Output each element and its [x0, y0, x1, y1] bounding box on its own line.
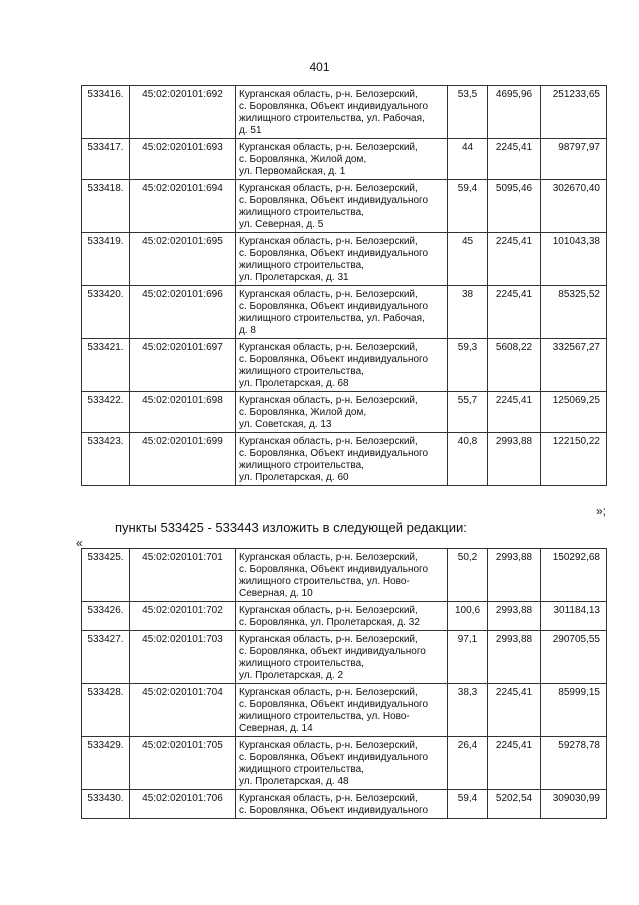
registry-table-1 — [81, 85, 607, 486]
address-cell — [236, 139, 448, 180]
cadastral-value-cell: 302670,40 — [541, 180, 607, 233]
address-line: ул. Первомайская, д. 1 — [239, 166, 346, 177]
address-line: с. Боровлянка, Объект индивидуального — [239, 448, 429, 459]
row-number-cell: 533426. — [82, 602, 130, 631]
table-row — [82, 339, 607, 392]
closing-quote: »; — [596, 504, 607, 518]
cadastral-value-cell: 85325,52 — [541, 286, 607, 339]
address-line: Курганская область, р-н. Белозерский, — [239, 605, 418, 616]
row-number-cell: 533425. — [82, 549, 130, 602]
address-line: Северная, д. 14 — [239, 723, 313, 734]
address-line: жилищного строительства, — [239, 460, 364, 471]
table-row — [82, 790, 607, 819]
rate-cell: 2245,41 — [488, 233, 541, 286]
rate-cell: 2245,41 — [488, 139, 541, 180]
cadastral-value-cell: 85999,15 — [541, 684, 607, 737]
page-number: 401 — [309, 60, 330, 74]
area-cell: 97,1 — [448, 631, 488, 684]
amendment-instruction: пункты 533425 - 533443 изложить в следующей редакции: — [115, 520, 467, 535]
row-number-cell: 533417. — [82, 139, 130, 180]
area-cell: 59,4 — [448, 180, 488, 233]
cadastral-value-cell: 332567,27 — [541, 339, 607, 392]
rate-cell: 2993,88 — [488, 631, 541, 684]
cadastral-number-cell: 45:02:020101:705 — [130, 737, 236, 790]
address-line: Северная, д. 10 — [239, 588, 313, 599]
table-row — [82, 86, 607, 139]
cadastral-number-cell: 45:02:020101:702 — [130, 602, 236, 631]
rate-cell: 2993,88 — [488, 602, 541, 631]
address-cell — [236, 86, 448, 139]
rate-cell: 2245,41 — [488, 286, 541, 339]
area-cell: 26,4 — [448, 737, 488, 790]
table-row — [82, 433, 607, 486]
area-cell: 44 — [448, 139, 488, 180]
table-row — [82, 392, 607, 433]
address-line: с. Боровлянка, объект индивидуального — [239, 646, 426, 657]
address-line: Курганская область, р-н. Белозерский, — [239, 395, 418, 406]
address-line: жилищного строительства, — [239, 260, 364, 271]
rate-cell: 5608,22 — [488, 339, 541, 392]
rate-cell: 4695,96 — [488, 86, 541, 139]
address-cell — [236, 233, 448, 286]
address-line: жилищного строительства, ул. Рабочая, — [239, 113, 425, 124]
address-cell — [236, 433, 448, 486]
cadastral-value-cell: 125069,25 — [541, 392, 607, 433]
area-cell: 55,7 — [448, 392, 488, 433]
table-row — [82, 684, 607, 737]
cadastral-value-cell: 150292,68 — [541, 549, 607, 602]
address-line: с. Боровлянка, ул. Пролетарская, д. 32 — [239, 617, 420, 628]
cadastral-value-cell: 101043,38 — [541, 233, 607, 286]
rate-cell: 2245,41 — [488, 392, 541, 433]
address-line: д. 8 — [239, 325, 256, 336]
row-number-cell: 533428. — [82, 684, 130, 737]
cadastral-value-cell: 290705,55 — [541, 631, 607, 684]
address-line: с. Боровлянка, Объект индивидуального — [239, 101, 429, 112]
area-cell: 100,6 — [448, 602, 488, 631]
address-cell — [236, 737, 448, 790]
address-line: ул. Пролетарская, д. 60 — [239, 472, 349, 483]
cadastral-number-cell: 45:02:020101:697 — [130, 339, 236, 392]
cadastral-value-cell: 301184,13 — [541, 602, 607, 631]
cadastral-number-cell: 45:02:020101:696 — [130, 286, 236, 339]
address-line: Курганская область, р-н. Белозерский, — [239, 183, 418, 194]
address-line: ул. Советская, д. 13 — [239, 419, 332, 430]
address-line: жилищного строительства, — [239, 366, 364, 377]
address-line: ул. Пролетарская, д. 31 — [239, 272, 349, 283]
rate-cell: 2993,88 — [488, 549, 541, 602]
address-line: Курганская область, р-н. Белозерский, — [239, 89, 418, 100]
address-line: жилищного строительства, ул. Ново- — [239, 711, 410, 722]
row-number-cell: 533420. — [82, 286, 130, 339]
address-line: с. Боровлянка, Жилой дом, — [239, 407, 367, 418]
address-cell — [236, 684, 448, 737]
address-cell — [236, 180, 448, 233]
area-cell: 40,8 — [448, 433, 488, 486]
address-cell — [236, 392, 448, 433]
address-line: Курганская область, р-н. Белозерский, — [239, 436, 418, 447]
cadastral-number-cell: 45:02:020101:699 — [130, 433, 236, 486]
address-line: Курганская область, р-н. Белозерский, — [239, 793, 418, 804]
address-line: с. Боровлянка, Объект индивидуального — [239, 354, 429, 365]
row-number-cell: 533418. — [82, 180, 130, 233]
table-row — [82, 139, 607, 180]
row-number-cell: 533430. — [82, 790, 130, 819]
address-line: д. 51 — [239, 125, 262, 136]
table-row — [82, 737, 607, 790]
area-cell: 50,2 — [448, 549, 488, 602]
address-line: с. Боровлянка, Объект индивидуального — [239, 195, 429, 206]
cadastral-value-cell: 59278,78 — [541, 737, 607, 790]
registry-table-2 — [81, 548, 607, 819]
table-row — [82, 180, 607, 233]
table-row — [82, 549, 607, 602]
address-line: с. Боровлянка, Объект индивидуального — [239, 699, 429, 710]
address-line: Курганская область, р-н. Белозерский, — [239, 552, 418, 563]
address-cell — [236, 602, 448, 631]
table-row — [82, 631, 607, 684]
cadastral-number-cell: 45:02:020101:706 — [130, 790, 236, 819]
address-line: Курганская область, р-н. Белозерский, — [239, 236, 418, 247]
cadastral-number-cell: 45:02:020101:698 — [130, 392, 236, 433]
cadastral-number-cell: 45:02:020101:693 — [130, 139, 236, 180]
address-cell — [236, 549, 448, 602]
area-cell: 38 — [448, 286, 488, 339]
row-number-cell: 533423. — [82, 433, 130, 486]
address-cell — [236, 631, 448, 684]
address-cell — [236, 286, 448, 339]
row-number-cell: 533429. — [82, 737, 130, 790]
address-line: жидищного строительства, — [239, 764, 364, 775]
table-row — [82, 286, 607, 339]
address-line: Курганская область, р-н. Белозерский, — [239, 142, 418, 153]
address-line: с. Боровлянка, Жилой дом, — [239, 154, 367, 165]
cadastral-number-cell: 45:02:020101:704 — [130, 684, 236, 737]
rate-cell: 5095,46 — [488, 180, 541, 233]
address-line: Курганская область, р-н. Белозерский, — [239, 634, 418, 645]
cadastral-number-cell: 45:02:020101:694 — [130, 180, 236, 233]
address-line: с. Боровлянка, Объект индивидуального — [239, 301, 429, 312]
cadastral-number-cell: 45:02:020101:701 — [130, 549, 236, 602]
address-line: Курганская область, р-н. Белозерский, — [239, 740, 418, 751]
area-cell: 59,4 — [448, 790, 488, 819]
cadastral-value-cell: 98797,97 — [541, 139, 607, 180]
address-line: ул. Пролетарская, д. 48 — [239, 776, 349, 787]
rate-cell: 5202,54 — [488, 790, 541, 819]
address-line: Курганская область, р-н. Белозерский, — [239, 289, 418, 300]
address-line: ул. Северная, д. 5 — [239, 219, 324, 230]
address-line: жилищного строительства, — [239, 207, 364, 218]
address-line: жилищного строительства, ул. Рабочая, — [239, 313, 425, 324]
address-line: жилищного строительства, — [239, 658, 364, 669]
address-line: ул. Пролетарская, д. 2 — [239, 670, 343, 681]
address-line: с. Боровлянка, Объект индивидуального — [239, 564, 429, 575]
rate-cell: 2245,41 — [488, 737, 541, 790]
rate-cell: 2245,41 — [488, 684, 541, 737]
address-line: Курганская область, р-н. Белозерский, — [239, 342, 418, 353]
cadastral-value-cell: 122150,22 — [541, 433, 607, 486]
area-cell: 45 — [448, 233, 488, 286]
rate-cell: 2993,88 — [488, 433, 541, 486]
row-number-cell: 533422. — [82, 392, 130, 433]
cadastral-value-cell: 251233,65 — [541, 86, 607, 139]
address-line: Курганская область, р-н. Белозерский, — [239, 687, 418, 698]
table-row — [82, 602, 607, 631]
row-number-cell: 533419. — [82, 233, 130, 286]
cadastral-number-cell: 45:02:020101:692 — [130, 86, 236, 139]
address-line: жилищного строительства, ул. Ново- — [239, 576, 410, 587]
area-cell: 38,3 — [448, 684, 488, 737]
area-cell: 59,3 — [448, 339, 488, 392]
cadastral-value-cell: 309030,99 — [541, 790, 607, 819]
address-cell — [236, 790, 448, 819]
address-line: с. Боровлянка, Объект индивидуального — [239, 752, 429, 763]
opening-quote: « — [76, 536, 83, 550]
row-number-cell: 533421. — [82, 339, 130, 392]
area-cell: 53,5 — [448, 86, 488, 139]
address-line: с. Боровлянка, Объект индивидуального — [239, 248, 429, 259]
cadastral-number-cell: 45:02:020101:695 — [130, 233, 236, 286]
row-number-cell: 533416. — [82, 86, 130, 139]
row-number-cell: 533427. — [82, 631, 130, 684]
address-line: ул. Пролетарская, д. 68 — [239, 378, 349, 389]
table-row — [82, 233, 607, 286]
address-cell — [236, 339, 448, 392]
cadastral-number-cell: 45:02:020101:703 — [130, 631, 236, 684]
address-line: с. Боровлянка, Объект индивидуального — [239, 805, 429, 816]
